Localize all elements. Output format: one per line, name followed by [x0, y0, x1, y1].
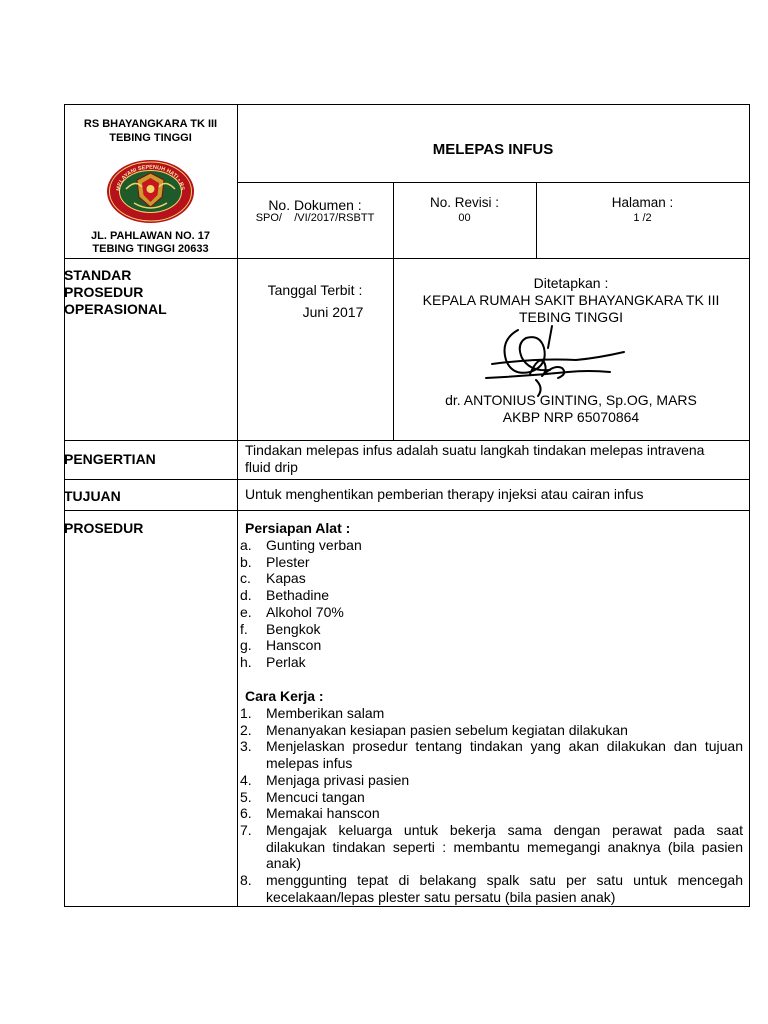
- list-item: [240, 705, 743, 722]
- pengertian-text-cont: fluid drip: [245, 459, 298, 475]
- pengertian-text: Tindakan melepas infus adalah suatu langkah tindakan melepas intravena: [245, 442, 705, 458]
- list-marker: f.: [240, 620, 248, 637]
- approver-title: KEPALA RUMAH SAKIT BHAYANGKARA TK III: [422, 292, 720, 308]
- steps-list: [240, 705, 743, 905]
- table-rule: [237, 182, 750, 183]
- hospital-logo: [106, 159, 195, 224]
- list-marker: 3.: [240, 738, 252, 755]
- list-marker: h.: [240, 653, 252, 670]
- list-marker: b.: [240, 553, 252, 570]
- list-item: [240, 872, 743, 905]
- list-item-text: Plester: [266, 553, 310, 570]
- pengertian-label: PENGERTIAN: [64, 451, 156, 467]
- list-marker: 1.: [240, 705, 252, 721]
- sop-label-prosedur: PROSEDUR: [64, 284, 144, 300]
- list-item-text: Perlak: [266, 653, 306, 670]
- hospital-name: RS BHAYANGKARA TK III: [83, 118, 218, 130]
- list-item-text: Menjaga privasi pasien: [266, 771, 410, 788]
- list-item-text: Bengkok: [266, 620, 321, 637]
- list-item-text: Alkohol 70%: [266, 603, 344, 620]
- list-item: [240, 587, 745, 604]
- tujuan-text: Untuk menghentikan pemberian therapy injeksi atau cairan infus: [245, 486, 644, 502]
- tujuan-label: TUJUAN: [64, 488, 121, 504]
- list-marker: 2.: [240, 721, 252, 738]
- revision-value: 00: [458, 212, 471, 224]
- list-item: [240, 789, 743, 806]
- sop-label-standar: STANDAR: [64, 267, 132, 283]
- logo-text: MELAYANI SEPENUH HATI • RS: [115, 164, 186, 192]
- list-item-text: Mengajak keluarga untuk bekerja sama dengan perawat pada saat dilakukan tindakan seperti : membantu memegangi anaknya (bila pasien anak): [266, 821, 743, 872]
- list-item-text: Menjelaskan prosedur tentang tindakan yang akan dilakukan dan tujuan melepas infus: [266, 738, 743, 772]
- list-item-text: Bethadine: [266, 587, 330, 604]
- list-marker: a.: [240, 537, 252, 553]
- tools-heading: Persiapan Alat :: [245, 520, 351, 536]
- issued-date-label: Tanggal Terbit :: [267, 282, 363, 298]
- table-border-bottom: [64, 906, 750, 907]
- list-item: [240, 537, 745, 554]
- table-border-right: [749, 104, 750, 907]
- list-item: [240, 654, 745, 671]
- page-label: Halaman :: [611, 195, 674, 210]
- list-item-text: Hanscon: [266, 637, 322, 654]
- steps-heading: Cara Kerja :: [245, 688, 324, 704]
- list-marker: d.: [240, 587, 252, 604]
- list-marker: c.: [240, 570, 251, 587]
- list-item: [240, 738, 743, 771]
- list-marker: g.: [240, 637, 252, 654]
- table-rule: [64, 440, 750, 441]
- doc-number-value: SPO/ /VI/2017/RSBTT: [255, 212, 375, 224]
- page-value: 1 /2: [633, 212, 652, 224]
- approver-signature: [478, 318, 628, 398]
- list-item: [240, 621, 745, 638]
- table-rule: [64, 510, 750, 511]
- hospital-city: TEBING TINGGI: [109, 132, 192, 144]
- table-rule: [64, 479, 750, 480]
- revision-label: No. Revisi :: [429, 195, 500, 210]
- list-marker: 6.: [240, 805, 252, 822]
- list-marker: 8.: [240, 872, 252, 889]
- doc-number-label: No. Dokumen :: [268, 197, 362, 213]
- approver-rank: AKBP NRP 65070864: [502, 409, 640, 425]
- list-marker: 5.: [240, 788, 252, 805]
- approver-name: dr. ANTONIUS GINTING, Sp.OG, MARS: [445, 392, 697, 408]
- list-item-text: Gunting verban: [266, 537, 362, 553]
- list-item: [240, 570, 745, 587]
- hospital-postal: TEBING TINGGI 20633: [92, 243, 209, 255]
- list-item: [240, 822, 743, 872]
- list-marker: 4.: [240, 771, 252, 788]
- list-item-text: Memberikan salam: [266, 705, 385, 721]
- sop-label-operasional: OPERASIONAL: [64, 301, 167, 317]
- table-border-left: [64, 104, 65, 907]
- list-item: [240, 637, 745, 654]
- table-rule: [64, 258, 750, 259]
- list-item-text: Memakai hanscon: [266, 805, 380, 822]
- list-marker: 7.: [240, 821, 252, 838]
- page-title: MELEPAS INFUS: [432, 141, 554, 158]
- list-item: [240, 772, 743, 789]
- hospital-address: JL. PAHLAWAN NO. 17: [91, 230, 210, 242]
- issued-date-value: Juni 2017: [302, 304, 364, 320]
- table-border-top: [64, 104, 750, 105]
- prosedur-label: PROSEDUR: [64, 520, 144, 536]
- list-item: [240, 554, 745, 571]
- tools-list: [240, 537, 745, 671]
- list-item: [240, 604, 745, 621]
- list-item-text: Menanyakan kesiapan pasien sebelum kegiatan dilakukan: [266, 721, 628, 738]
- approved-label: Ditetapkan :: [533, 275, 609, 291]
- list-item: [240, 805, 743, 822]
- list-item: [240, 722, 743, 739]
- list-item-text: menggunting tepat di belakang spalk satu per satu untuk mencegah kecelakaan/lepas plester satu persatu (bila pasien anak): [266, 872, 743, 905]
- list-item-text: Mencuci tangan: [266, 788, 365, 805]
- list-item-text: Kapas: [266, 570, 306, 587]
- approver-city: TEBING TINGGI: [519, 309, 623, 325]
- list-marker: e.: [240, 603, 252, 620]
